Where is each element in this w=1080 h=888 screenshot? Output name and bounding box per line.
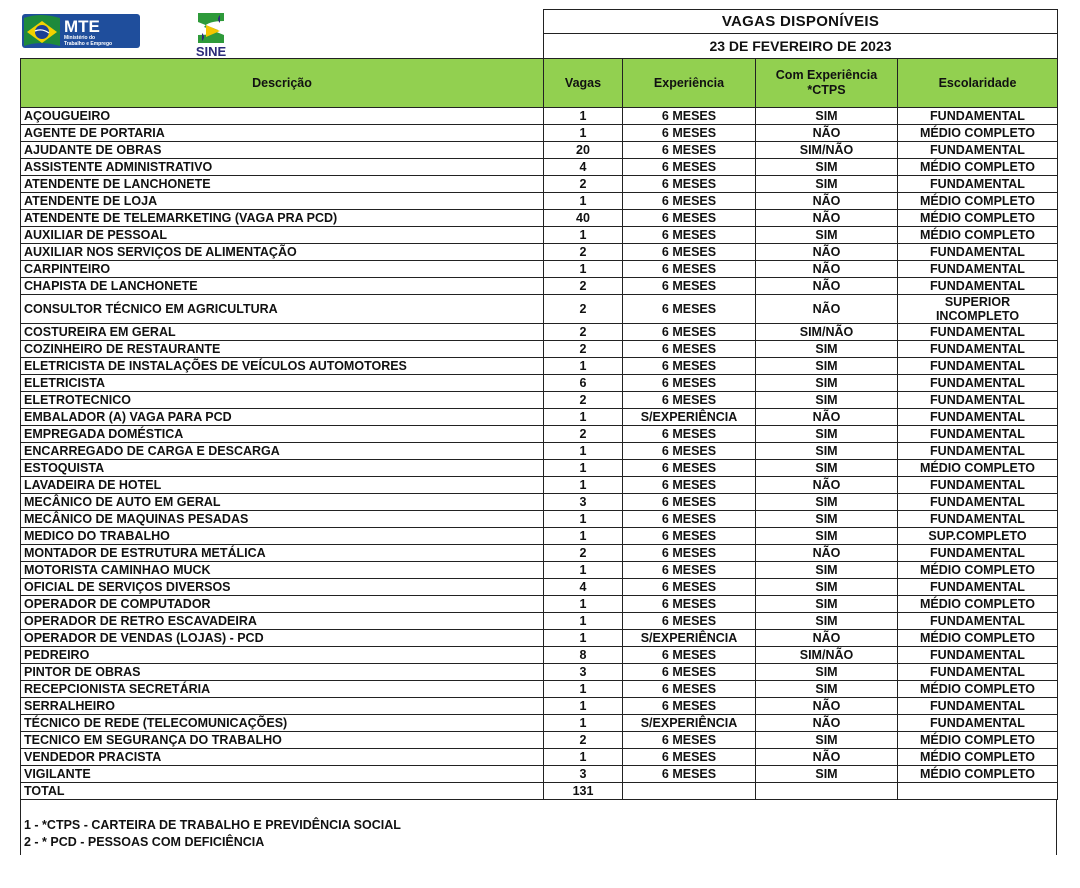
cell-ctps: SIM [756,426,898,443]
cell-descricao: ELETRICISTA [21,375,544,392]
cell-descricao: MOTORISTA CAMINHAO MUCK [21,562,544,579]
cell-descricao: ATENDENTE DE TELEMARKETING (VAGA PRA PCD) [21,210,544,227]
cell-experiencia: 6 MESES [623,261,756,278]
cell-descricao: CARPINTEIRO [21,261,544,278]
cell-escolaridade: MÉDIO COMPLETO [898,193,1058,210]
cell-ctps: NÃO [756,749,898,766]
cell-experiencia: 6 MESES [623,295,756,324]
cell-experiencia: 6 MESES [623,193,756,210]
cell-escolaridade: FUNDAMENTAL [898,494,1058,511]
cell-descricao: OFICIAL DE SERVIÇOS DIVERSOS [21,579,544,596]
table-row [21,766,1058,783]
cell-experiencia: 6 MESES [623,142,756,159]
cell-descricao: EMBALADOR (A) VAGA PARA PCD [21,409,544,426]
table-row [21,358,1058,375]
cell-escolaridade: FUNDAMENTAL [898,278,1058,295]
cell-descricao: MONTADOR DE ESTRUTURA METÁLICA [21,545,544,562]
cell-escolaridade: SUPERIOR INCOMPLETO [898,295,1058,324]
cell-descricao: COZINHEIRO DE RESTAURANTE [21,341,544,358]
cell-ctps: NÃO [756,210,898,227]
cell-escolaridade: FUNDAMENTAL [898,142,1058,159]
cell-experiencia: 6 MESES [623,766,756,783]
cell-descricao: ASSISTENTE ADMINISTRATIVO [21,159,544,176]
table-row [21,392,1058,409]
table-row [21,511,1058,528]
cell-escolaridade: MÉDIO COMPLETO [898,227,1058,244]
cell-experiencia: 6 MESES [623,732,756,749]
cell-ctps: SIM [756,176,898,193]
cell-ctps: SIM [756,341,898,358]
cell-vagas: 6 [544,375,623,392]
table-row [21,375,1058,392]
cell-escolaridade: MÉDIO COMPLETO [898,596,1058,613]
cell-experiencia: 6 MESES [623,358,756,375]
cell-escolaridade: FUNDAMENTAL [898,545,1058,562]
cell-experiencia: 6 MESES [623,460,756,477]
cell-descricao: ESTOQUISTA [21,460,544,477]
table-row [21,681,1058,698]
cell-descricao: ENCARREGADO DE CARGA E DESCARGA [21,443,544,460]
cell-ctps: SIM [756,579,898,596]
cell-experiencia: 6 MESES [623,125,756,142]
cell-vagas: 1 [544,409,623,426]
cell-ctps: SIM [756,159,898,176]
svg-text:Trabalho e Emprego: Trabalho e Emprego [64,41,113,47]
column-header-escolaridade: Escolaridade [898,59,1058,108]
cell-escolaridade: MÉDIO COMPLETO [898,210,1058,227]
svg-text:SINE: SINE [195,44,227,59]
cell-ctps: SIM [756,227,898,244]
table-row [21,108,1058,125]
cell-descricao: OPERADOR DE VENDAS (LOJAS) - PCD [21,630,544,647]
cell-escolaridade: FUNDAMENTAL [898,613,1058,630]
cell-vagas: 8 [544,647,623,664]
cell-descricao: CHAPISTA DE LANCHONETE [21,278,544,295]
table-row [21,324,1058,341]
table-row [21,715,1058,732]
table-row [21,125,1058,142]
cell-descricao: OPERADOR DE RETRO ESCAVADEIRA [21,613,544,630]
cell-descricao: ELETROTECNICO [21,392,544,409]
cell-vagas: 2 [544,295,623,324]
cell-ctps: SIM [756,358,898,375]
column-header-ctps: Com Experiência *CTPS [756,59,898,108]
cell-vagas: 2 [544,545,623,562]
cell-ctps: SIM [756,392,898,409]
cell-escolaridade: FUNDAMENTAL [898,409,1058,426]
table-row [21,749,1058,766]
cell-escolaridade: MÉDIO COMPLETO [898,159,1058,176]
cell-ctps: NÃO [756,477,898,494]
cell-experiencia: 6 MESES [623,579,756,596]
cell-descricao: COSTUREIRA EM GERAL [21,324,544,341]
cell-vagas: 20 [544,142,623,159]
cell-escolaridade: FUNDAMENTAL [898,698,1058,715]
cell-ctps: NÃO [756,409,898,426]
cell-escolaridade: FUNDAMENTAL [898,375,1058,392]
cell-ctps: SIM [756,664,898,681]
cell-descricao: PEDREIRO [21,647,544,664]
table-row [21,244,1058,261]
cell-ctps: SIM [756,562,898,579]
cell-descricao: VENDEDOR PRACISTA [21,749,544,766]
cell-ctps: NÃO [756,630,898,647]
cell-descricao: MECÂNICO DE MAQUINAS PESADAS [21,511,544,528]
cell-descricao: LAVADEIRA DE HOTEL [21,477,544,494]
cell-escolaridade: MÉDIO COMPLETO [898,562,1058,579]
page-date: 23 DE FEVEREIRO DE 2023 [709,38,892,54]
cell-escolaridade: FUNDAMENTAL [898,261,1058,278]
cell-vagas: 2 [544,732,623,749]
cell-experiencia: 6 MESES [623,698,756,715]
table-row [21,409,1058,426]
cell-experiencia: 6 MESES [623,647,756,664]
table-row [21,630,1058,647]
cell-vagas: 4 [544,579,623,596]
table-row [21,664,1058,681]
table-row [21,579,1058,596]
cell-experiencia: 6 MESES [623,596,756,613]
cell-descricao: MECÂNICO DE AUTO EM GERAL [21,494,544,511]
cell-vagas: 1 [544,193,623,210]
svg-text:MTE: MTE [64,17,100,36]
cell-descricao: MEDICO DO TRABALHO [21,528,544,545]
cell-vagas: 1 [544,460,623,477]
cell-vagas: 4 [544,159,623,176]
cell-escolaridade: FUNDAMENTAL [898,426,1058,443]
cell-escolaridade: FUNDAMENTAL [898,244,1058,261]
cell-escolaridade: FUNDAMENTAL [898,511,1058,528]
cell-vagas: 3 [544,494,623,511]
footnote-pcd: 2 - * PCD - PESSOAS COM DEFICIÊNCIA [24,835,265,849]
cell-experiencia: 6 MESES [623,613,756,630]
column-header-descricao: Descrição [21,59,544,108]
cell-vagas: 1 [544,443,623,460]
cell-escolaridade: MÉDIO COMPLETO [898,749,1058,766]
cell-vagas: 3 [544,766,623,783]
cell-escolaridade: MÉDIO COMPLETO [898,630,1058,647]
cell-ctps: SIM [756,108,898,125]
table-row [21,698,1058,715]
cell-experiencia: S/EXPERIÊNCIA [623,409,756,426]
total-row [21,783,1058,800]
cell-ctps: NÃO [756,125,898,142]
table-header-row [21,59,1058,108]
cell-experiencia: 6 MESES [623,494,756,511]
cell-escolaridade: FUNDAMENTAL [898,579,1058,596]
cell-ctps: NÃO [756,715,898,732]
cell-vagas: 2 [544,244,623,261]
cell-vagas: 1 [544,528,623,545]
cell-ctps: NÃO [756,193,898,210]
cell-ctps: SIM [756,375,898,392]
cell-vagas: 1 [544,261,623,278]
vacancies-table [20,58,1058,800]
cell-descricao: AÇOUGUEIRO [21,108,544,125]
cell-descricao: RECEPCIONISTA SECRETÁRIA [21,681,544,698]
cell-escolaridade: MÉDIO COMPLETO [898,732,1058,749]
cell-ctps: NÃO [756,545,898,562]
cell-ctps: NÃO [756,244,898,261]
cell-escolaridade: FUNDAMENTAL [898,392,1058,409]
cell-escolaridade: MÉDIO COMPLETO [898,766,1058,783]
mte-logo-icon [22,12,140,50]
table-row [21,596,1058,613]
cell-escolaridade: FUNDAMENTAL [898,647,1058,664]
cell-vagas: 1 [544,227,623,244]
cell-vagas: 1 [544,613,623,630]
cell-experiencia: 6 MESES [623,528,756,545]
cell-ctps: SIM [756,596,898,613]
cell-descricao: AGENTE DE PORTARIA [21,125,544,142]
cell-escolaridade: FUNDAMENTAL [898,341,1058,358]
table-row [21,341,1058,358]
table-row [21,562,1058,579]
footnote-ctps: 1 - *CTPS - CARTEIRA DE TRABALHO E PREVIDÊNCIA SOCIAL [24,818,401,832]
cell-vagas: 1 [544,681,623,698]
cell-ctps: NÃO [756,698,898,715]
cell-experiencia: 6 MESES [623,176,756,193]
cell-vagas: 1 [544,511,623,528]
cell-ctps: SIM [756,732,898,749]
cell-escolaridade: MÉDIO COMPLETO [898,460,1058,477]
cell-ctps: NÃO [756,278,898,295]
cell-ctps: SIM [756,766,898,783]
footnotes [20,800,1057,855]
cell-vagas: 1 [544,698,623,715]
cell-vagas: 1 [544,715,623,732]
cell-vagas: 2 [544,176,623,193]
table-row [21,545,1058,562]
cell-experiencia: 6 MESES [623,210,756,227]
cell-experiencia: 6 MESES [623,324,756,341]
cell-ctps: SIM [756,443,898,460]
cell-experiencia: S/EXPERIÊNCIA [623,630,756,647]
vacancy-sheet [20,9,1057,855]
table-row [21,210,1058,227]
cell-experiencia: 6 MESES [623,749,756,766]
cell-descricao: CONSULTOR TÉCNICO EM AGRICULTURA [21,295,544,324]
cell-escolaridade: FUNDAMENTAL [898,664,1058,681]
cell-vagas: 1 [544,749,623,766]
cell-descricao: EMPREGADA DOMÉSTICA [21,426,544,443]
cell-vagas: 2 [544,341,623,358]
cell-vagas: 2 [544,426,623,443]
cell-vagas: 40 [544,210,623,227]
cell-vagas: 1 [544,125,623,142]
table-row [21,176,1058,193]
table-row [21,732,1058,749]
cell-escolaridade: FUNDAMENTAL [898,176,1058,193]
cell-experiencia: 6 MESES [623,108,756,125]
cell-ctps: NÃO [756,261,898,278]
cell-vagas: 3 [544,664,623,681]
total-label: TOTAL [21,783,544,800]
page-title: VAGAS DISPONÍVEIS [544,10,1057,34]
cell-escolaridade: FUNDAMENTAL [898,477,1058,494]
cell-ctps: SIM [756,528,898,545]
cell-descricao: OPERADOR DE COMPUTADOR [21,596,544,613]
cell-vagas: 1 [544,108,623,125]
cell-descricao: AUXILIAR DE PESSOAL [21,227,544,244]
cell-descricao: TECNICO EM SEGURANÇA DO TRABALHO [21,732,544,749]
cell-vagas: 1 [544,630,623,647]
cell-vagas: 1 [544,477,623,494]
cell-experiencia: 6 MESES [623,341,756,358]
cell-experiencia: 6 MESES [623,545,756,562]
table-row [21,477,1058,494]
cell-descricao: ATENDENTE DE LANCHONETE [21,176,544,193]
table-row [21,528,1058,545]
table-row [21,261,1058,278]
cell-descricao: AJUDANTE DE OBRAS [21,142,544,159]
cell-experiencia: 6 MESES [623,511,756,528]
cell-experiencia: 6 MESES [623,443,756,460]
cell-experiencia: 6 MESES [623,375,756,392]
cell-escolaridade: FUNDAMENTAL [898,324,1058,341]
cell-experiencia: 6 MESES [623,426,756,443]
table-row [21,494,1058,511]
cell-ctps: SIM [756,460,898,477]
logos-area [20,9,543,59]
cell-experiencia: 6 MESES [623,562,756,579]
table-row [21,443,1058,460]
cell-ctps: SIM/NÃO [756,647,898,664]
cell-ctps: SIM/NÃO [756,324,898,341]
cell-ctps: NÃO [756,295,898,324]
cell-ctps: SIM [756,613,898,630]
table-row [21,142,1058,159]
column-header-vagas: Vagas [544,59,623,108]
cell-experiencia: 6 MESES [623,278,756,295]
cell-escolaridade: FUNDAMENTAL [898,358,1058,375]
svg-text:Ministério do: Ministério do [64,35,96,41]
cell-experiencia: 6 MESES [623,664,756,681]
cell-descricao: AUXILIAR NOS SERVIÇOS DE ALIMENTAÇÃO [21,244,544,261]
column-header-experiencia: Experiência [623,59,756,108]
cell-descricao: ATENDENTE DE LOJA [21,193,544,210]
title-box [543,9,1058,59]
table-row [21,159,1058,176]
table-row [21,227,1058,244]
cell-experiencia: 6 MESES [623,227,756,244]
cell-vagas: 2 [544,324,623,341]
cell-ctps: SIM [756,494,898,511]
table-row [21,613,1058,630]
cell-escolaridade: SUP.COMPLETO [898,528,1058,545]
header-row [20,9,1057,59]
cell-experiencia: 6 MESES [623,159,756,176]
table-row [21,460,1058,477]
cell-experiencia: 6 MESES [623,392,756,409]
cell-ctps: SIM/NÃO [756,142,898,159]
cell-descricao: TÉCNICO DE REDE (TELECOMUNICAÇÕES) [21,715,544,732]
cell-experiencia: S/EXPERIÊNCIA [623,715,756,732]
cell-vagas: 2 [544,278,623,295]
table-row [21,295,1058,324]
cell-experiencia: 6 MESES [623,244,756,261]
cell-descricao: VIGILANTE [21,766,544,783]
cell-vagas: 1 [544,562,623,579]
cell-descricao: PINTOR DE OBRAS [21,664,544,681]
table-row [21,426,1058,443]
sine-logo-icon [188,11,234,59]
cell-ctps: SIM [756,511,898,528]
cell-escolaridade: FUNDAMENTAL [898,715,1058,732]
cell-escolaridade: MÉDIO COMPLETO [898,681,1058,698]
cell-escolaridade: FUNDAMENTAL [898,108,1058,125]
table-row [21,647,1058,664]
table-row [21,278,1058,295]
cell-escolaridade: MÉDIO COMPLETO [898,125,1058,142]
cell-descricao: SERRALHEIRO [21,698,544,715]
cell-vagas: 1 [544,358,623,375]
cell-experiencia: 6 MESES [623,681,756,698]
cell-descricao: ELETRICISTA DE INSTALAÇÕES DE VEÍCULOS AUTOMOTORES [21,358,544,375]
table-row [21,193,1058,210]
cell-escolaridade: FUNDAMENTAL [898,443,1058,460]
cell-vagas: 1 [544,596,623,613]
cell-ctps: SIM [756,681,898,698]
total-vagas: 131 [544,783,623,800]
cell-experiencia: 6 MESES [623,477,756,494]
cell-vagas: 2 [544,392,623,409]
